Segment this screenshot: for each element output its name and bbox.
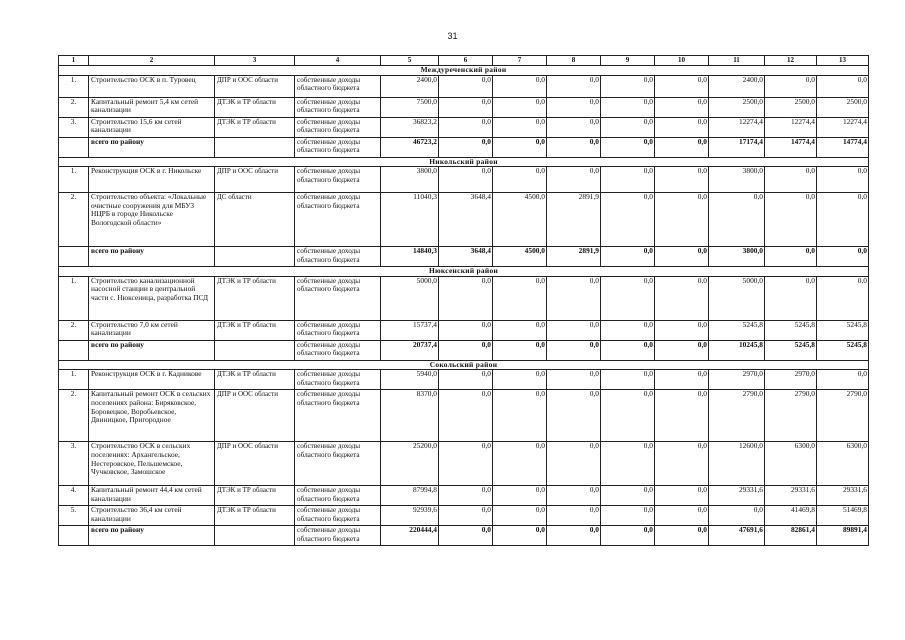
value-cell: 0,0 <box>547 276 601 320</box>
value-cell: 0,0 <box>493 137 547 157</box>
responsible-org: ДТЭК и ТР области <box>215 486 295 506</box>
row-number: 1. <box>59 167 89 193</box>
object-name: Капитальный ремонт 44,4 км сетей канализации <box>89 486 215 506</box>
value-cell: 0,0 <box>601 117 655 137</box>
value-cell: 5245,8 <box>765 340 817 360</box>
value-cell: 0,0 <box>817 370 869 390</box>
value-cell: 0,0 <box>601 137 655 157</box>
value-cell: 0,0 <box>493 167 547 193</box>
region-row <box>59 157 869 167</box>
value-cell: 0,0 <box>493 97 547 117</box>
table-row <box>59 370 869 390</box>
object-name: Реконструкция ОСК в г. Кадникове <box>89 370 215 390</box>
row-number: 5. <box>59 506 89 526</box>
table-row <box>59 276 869 320</box>
table-row <box>59 75 869 97</box>
value-cell: 3648,4 <box>439 193 493 247</box>
value-cell: 0,0 <box>765 193 817 247</box>
value-cell: 0,0 <box>655 97 709 117</box>
region-name: Сокольский район <box>59 360 869 370</box>
object-name: Строительство ОСК в п. Туровец <box>89 75 215 97</box>
value-cell: 2790,0 <box>817 390 869 442</box>
responsible-org: ДПР и ООС области <box>215 167 295 193</box>
value-cell: 29331,6 <box>817 486 869 506</box>
value-cell: 4500,0 <box>493 193 547 247</box>
row-number <box>59 340 89 360</box>
value-cell: 11040,3 <box>381 193 439 247</box>
value-cell: 220444,4 <box>381 526 439 546</box>
responsible-org: ДПР и ООС области <box>215 75 295 97</box>
value-cell: 41469,8 <box>765 506 817 526</box>
value-cell: 0,0 <box>439 75 493 97</box>
table-row <box>59 442 869 486</box>
value-cell: 0,0 <box>547 370 601 390</box>
value-cell: 0,0 <box>547 340 601 360</box>
value-cell: 46723,2 <box>381 137 439 157</box>
value-cell: 0,0 <box>765 75 817 97</box>
value-cell: 0,0 <box>439 442 493 486</box>
object-name: всего по району <box>89 340 215 360</box>
row-number: 1. <box>59 276 89 320</box>
value-cell: 7500,0 <box>381 97 439 117</box>
value-cell: 0,0 <box>655 117 709 137</box>
value-cell: 82861,4 <box>765 526 817 546</box>
responsible-org <box>215 526 295 546</box>
funding-source: собственные доходы областного бюджета <box>295 506 381 526</box>
value-cell: 0,0 <box>439 506 493 526</box>
funding-source: собственные доходы областного бюджета <box>295 167 381 193</box>
col-header: 7 <box>493 56 547 66</box>
budget-table <box>58 55 869 546</box>
value-cell: 0,0 <box>547 390 601 442</box>
value-cell: 0,0 <box>439 276 493 320</box>
value-cell: 0,0 <box>655 75 709 97</box>
total-row <box>59 526 869 546</box>
value-cell: 0,0 <box>439 137 493 157</box>
funding-source: собственные доходы областного бюджета <box>295 526 381 546</box>
value-cell: 0,0 <box>547 97 601 117</box>
value-cell: 92939,6 <box>381 506 439 526</box>
value-cell: 0,0 <box>547 167 601 193</box>
value-cell: 0,0 <box>439 320 493 340</box>
value-cell: 5940,0 <box>381 370 439 390</box>
value-cell: 0,0 <box>601 340 655 360</box>
responsible-org: ДТЭК и ТР области <box>215 320 295 340</box>
row-number: 3. <box>59 442 89 486</box>
region-name: Никольский район <box>59 157 869 167</box>
value-cell: 0,0 <box>547 75 601 97</box>
value-cell: 5000,0 <box>709 276 765 320</box>
value-cell: 0,0 <box>601 486 655 506</box>
responsible-org: ДПР и ООС области <box>215 390 295 442</box>
object-name: всего по району <box>89 526 215 546</box>
value-cell: 0,0 <box>601 276 655 320</box>
value-cell: 0,0 <box>493 320 547 340</box>
object-name: Строительство объекта: «Локальные очистные сооружения для МБУЗ НЦРБ в городе Никольске Вологодской области» <box>89 193 215 247</box>
row-number <box>59 526 89 546</box>
value-cell: 25200,0 <box>381 442 439 486</box>
object-name: Строительство 15,6 км сетей канализации <box>89 117 215 137</box>
responsible-org: ДС области <box>215 193 295 247</box>
value-cell: 0,0 <box>601 506 655 526</box>
object-name: Строительство 7,0 км сетей канализации <box>89 320 215 340</box>
funding-source: собственные доходы областного бюджета <box>295 340 381 360</box>
value-cell: 8370,0 <box>381 390 439 442</box>
funding-source: собственные доходы областного бюджета <box>295 75 381 97</box>
object-name: Реконструкция ОСК в г. Никольске <box>89 167 215 193</box>
col-header: 8 <box>547 56 601 66</box>
funding-source: собственные доходы областного бюджета <box>295 442 381 486</box>
value-cell: 0,0 <box>493 506 547 526</box>
value-cell: 0,0 <box>601 370 655 390</box>
responsible-org: ДТЭК и ТР области <box>215 370 295 390</box>
table-row <box>59 193 869 247</box>
value-cell: 0,0 <box>655 506 709 526</box>
value-cell: 2970,0 <box>709 370 765 390</box>
table-row <box>59 486 869 506</box>
value-cell: 0,0 <box>655 526 709 546</box>
value-cell: 0,0 <box>601 193 655 247</box>
value-cell: 6300,0 <box>765 442 817 486</box>
value-cell: 47691,6 <box>709 526 765 546</box>
value-cell: 12274,4 <box>817 117 869 137</box>
responsible-org: ДТЭК и ТР области <box>215 97 295 117</box>
value-cell: 2790,0 <box>709 390 765 442</box>
value-cell: 0,0 <box>655 193 709 247</box>
value-cell: 17174,4 <box>709 137 765 157</box>
funding-source: собственные доходы областного бюджета <box>295 370 381 390</box>
col-header: 5 <box>381 56 439 66</box>
row-number: 2. <box>59 193 89 247</box>
value-cell: 0,0 <box>601 247 655 267</box>
value-cell: 0,0 <box>493 340 547 360</box>
value-cell: 0,0 <box>765 276 817 320</box>
row-number: 1. <box>59 370 89 390</box>
value-cell: 0,0 <box>655 390 709 442</box>
value-cell: 12274,4 <box>709 117 765 137</box>
table-body <box>59 56 869 546</box>
value-cell: 0,0 <box>655 320 709 340</box>
responsible-org <box>215 247 295 267</box>
value-cell: 2400,0 <box>709 75 765 97</box>
value-cell: 2790,0 <box>765 390 817 442</box>
value-cell: 0,0 <box>655 167 709 193</box>
value-cell: 12600,0 <box>709 442 765 486</box>
value-cell: 5245,8 <box>817 340 869 360</box>
value-cell: 15737,4 <box>381 320 439 340</box>
value-cell: 0,0 <box>601 390 655 442</box>
table-row <box>59 390 869 442</box>
funding-source: собственные доходы областного бюджета <box>295 247 381 267</box>
value-cell: 0,0 <box>655 340 709 360</box>
value-cell: 0,0 <box>601 320 655 340</box>
page-number: 31 <box>447 31 458 41</box>
total-row <box>59 137 869 157</box>
value-cell: 0,0 <box>655 442 709 486</box>
object-name: всего по району <box>89 137 215 157</box>
value-cell: 0,0 <box>547 320 601 340</box>
value-cell: 0,0 <box>765 247 817 267</box>
value-cell: 3800,0 <box>709 247 765 267</box>
value-cell: 0,0 <box>601 526 655 546</box>
value-cell: 89891,4 <box>817 526 869 546</box>
col-header: 13 <box>817 56 869 66</box>
value-cell: 0,0 <box>817 75 869 97</box>
value-cell: 0,0 <box>493 370 547 390</box>
value-cell: 0,0 <box>439 370 493 390</box>
value-cell: 0,0 <box>817 276 869 320</box>
responsible-org: ДПР и ООС области <box>215 442 295 486</box>
table-row <box>59 97 869 117</box>
object-name: Капитальный ремонт ОСК в сельских поселениях района: Биряковское, Боровецкое, Воробьевское, Двиницкое, Пригородное <box>89 390 215 442</box>
value-cell: 29331,6 <box>709 486 765 506</box>
value-cell: 0,0 <box>655 276 709 320</box>
value-cell: 2891,9 <box>547 247 601 267</box>
region-row <box>59 267 869 277</box>
funding-source: собственные доходы областного бюджета <box>295 193 381 247</box>
value-cell: 0,0 <box>709 506 765 526</box>
value-cell: 0,0 <box>601 167 655 193</box>
responsible-org <box>215 340 295 360</box>
value-cell: 0,0 <box>655 137 709 157</box>
row-number: 2. <box>59 390 89 442</box>
object-name: всего по району <box>89 247 215 267</box>
value-cell: 5245,8 <box>709 320 765 340</box>
value-cell: 10245,8 <box>709 340 765 360</box>
value-cell: 0,0 <box>655 486 709 506</box>
funding-source: собственные доходы областного бюджета <box>295 117 381 137</box>
value-cell: 2891,9 <box>547 193 601 247</box>
value-cell: 5245,8 <box>765 320 817 340</box>
object-name: Строительство 36,4 км сетей канализации <box>89 506 215 526</box>
value-cell: 0,0 <box>817 193 869 247</box>
value-cell: 0,0 <box>439 486 493 506</box>
value-cell: 0,0 <box>439 526 493 546</box>
value-cell: 0,0 <box>817 167 869 193</box>
value-cell: 0,0 <box>709 193 765 247</box>
responsible-org: ДТЭК и ТР области <box>215 506 295 526</box>
total-row <box>59 247 869 267</box>
funding-source: собственные доходы областного бюджета <box>295 137 381 157</box>
value-cell: 0,0 <box>493 442 547 486</box>
object-name: Строительство канализационной насосной станции в центральной части с. Нюксеница, разработка ПСД <box>89 276 215 320</box>
value-cell: 6300,0 <box>817 442 869 486</box>
funding-source: собственные доходы областного бюджета <box>295 276 381 320</box>
row-number: 2. <box>59 320 89 340</box>
value-cell: 0,0 <box>817 247 869 267</box>
value-cell: 0,0 <box>493 390 547 442</box>
table-row <box>59 506 869 526</box>
value-cell: 0,0 <box>547 506 601 526</box>
value-cell: 0,0 <box>547 486 601 506</box>
responsible-org: ДТЭК и ТР области <box>215 117 295 137</box>
value-cell: 0,0 <box>765 167 817 193</box>
value-cell: 0,0 <box>493 526 547 546</box>
col-header: 10 <box>655 56 709 66</box>
col-header: 11 <box>709 56 765 66</box>
row-number: 1. <box>59 75 89 97</box>
value-cell: 2400,0 <box>381 75 439 97</box>
value-cell: 0,0 <box>493 75 547 97</box>
value-cell: 14774,4 <box>817 137 869 157</box>
value-cell: 0,0 <box>493 276 547 320</box>
value-cell: 51469,8 <box>817 506 869 526</box>
value-cell: 2500,0 <box>817 97 869 117</box>
value-cell: 0,0 <box>439 340 493 360</box>
table-row <box>59 320 869 340</box>
value-cell: 0,0 <box>601 75 655 97</box>
value-cell: 14774,4 <box>765 137 817 157</box>
region-row <box>59 66 869 76</box>
value-cell: 29331,6 <box>765 486 817 506</box>
region-row <box>59 360 869 370</box>
funding-source: собственные доходы областного бюджета <box>295 390 381 442</box>
value-cell: 0,0 <box>655 247 709 267</box>
value-cell: 0,0 <box>547 137 601 157</box>
region-name: Междуреченский район <box>59 66 869 76</box>
value-cell: 87994,8 <box>381 486 439 506</box>
col-header: 4 <box>295 56 381 66</box>
row-number <box>59 137 89 157</box>
table-row <box>59 117 869 137</box>
value-cell: 3648,4 <box>439 247 493 267</box>
value-cell: 0,0 <box>601 442 655 486</box>
value-cell: 5245,8 <box>817 320 869 340</box>
value-cell: 12274,4 <box>765 117 817 137</box>
value-cell: 2970,0 <box>765 370 817 390</box>
value-cell: 0,0 <box>547 526 601 546</box>
row-number: 4. <box>59 486 89 506</box>
funding-source: собственные доходы областного бюджета <box>295 486 381 506</box>
value-cell: 2500,0 <box>709 97 765 117</box>
col-header: 2 <box>89 56 215 66</box>
value-cell: 3800,0 <box>709 167 765 193</box>
value-cell: 36823,2 <box>381 117 439 137</box>
total-row <box>59 340 869 360</box>
value-cell: 0,0 <box>439 97 493 117</box>
col-header: 6 <box>439 56 493 66</box>
col-header: 1 <box>59 56 89 66</box>
object-name: Строительство ОСК в сельских поселениях: Архангельское, Нестеровское, Пельшемское, Чучковское, Замошское <box>89 442 215 486</box>
funding-source: собственные доходы областного бюджета <box>295 97 381 117</box>
responsible-org: ДТЭК и ТР области <box>215 276 295 320</box>
region-name: Нюксенский район <box>59 267 869 277</box>
value-cell: 0,0 <box>439 167 493 193</box>
value-cell: 4500,0 <box>493 247 547 267</box>
object-name: Капитальный ремонт 5,4 км сетей канализации <box>89 97 215 117</box>
value-cell: 0,0 <box>493 117 547 137</box>
value-cell: 0,0 <box>547 442 601 486</box>
funding-source: собственные доходы областного бюджета <box>295 320 381 340</box>
value-cell: 0,0 <box>655 370 709 390</box>
col-header: 3 <box>215 56 295 66</box>
responsible-org <box>215 137 295 157</box>
value-cell: 14840,3 <box>381 247 439 267</box>
value-cell: 0,0 <box>439 390 493 442</box>
value-cell: 3800,0 <box>381 167 439 193</box>
value-cell: 0,0 <box>547 117 601 137</box>
row-number: 3. <box>59 117 89 137</box>
row-number <box>59 247 89 267</box>
col-header: 9 <box>601 56 655 66</box>
value-cell: 0,0 <box>601 97 655 117</box>
value-cell: 2500,0 <box>765 97 817 117</box>
value-cell: 0,0 <box>439 117 493 137</box>
header-row <box>59 56 869 66</box>
value-cell: 0,0 <box>493 486 547 506</box>
row-number: 2. <box>59 97 89 117</box>
table-row <box>59 167 869 193</box>
value-cell: 20737,4 <box>381 340 439 360</box>
value-cell: 5000,0 <box>381 276 439 320</box>
col-header: 12 <box>765 56 817 66</box>
